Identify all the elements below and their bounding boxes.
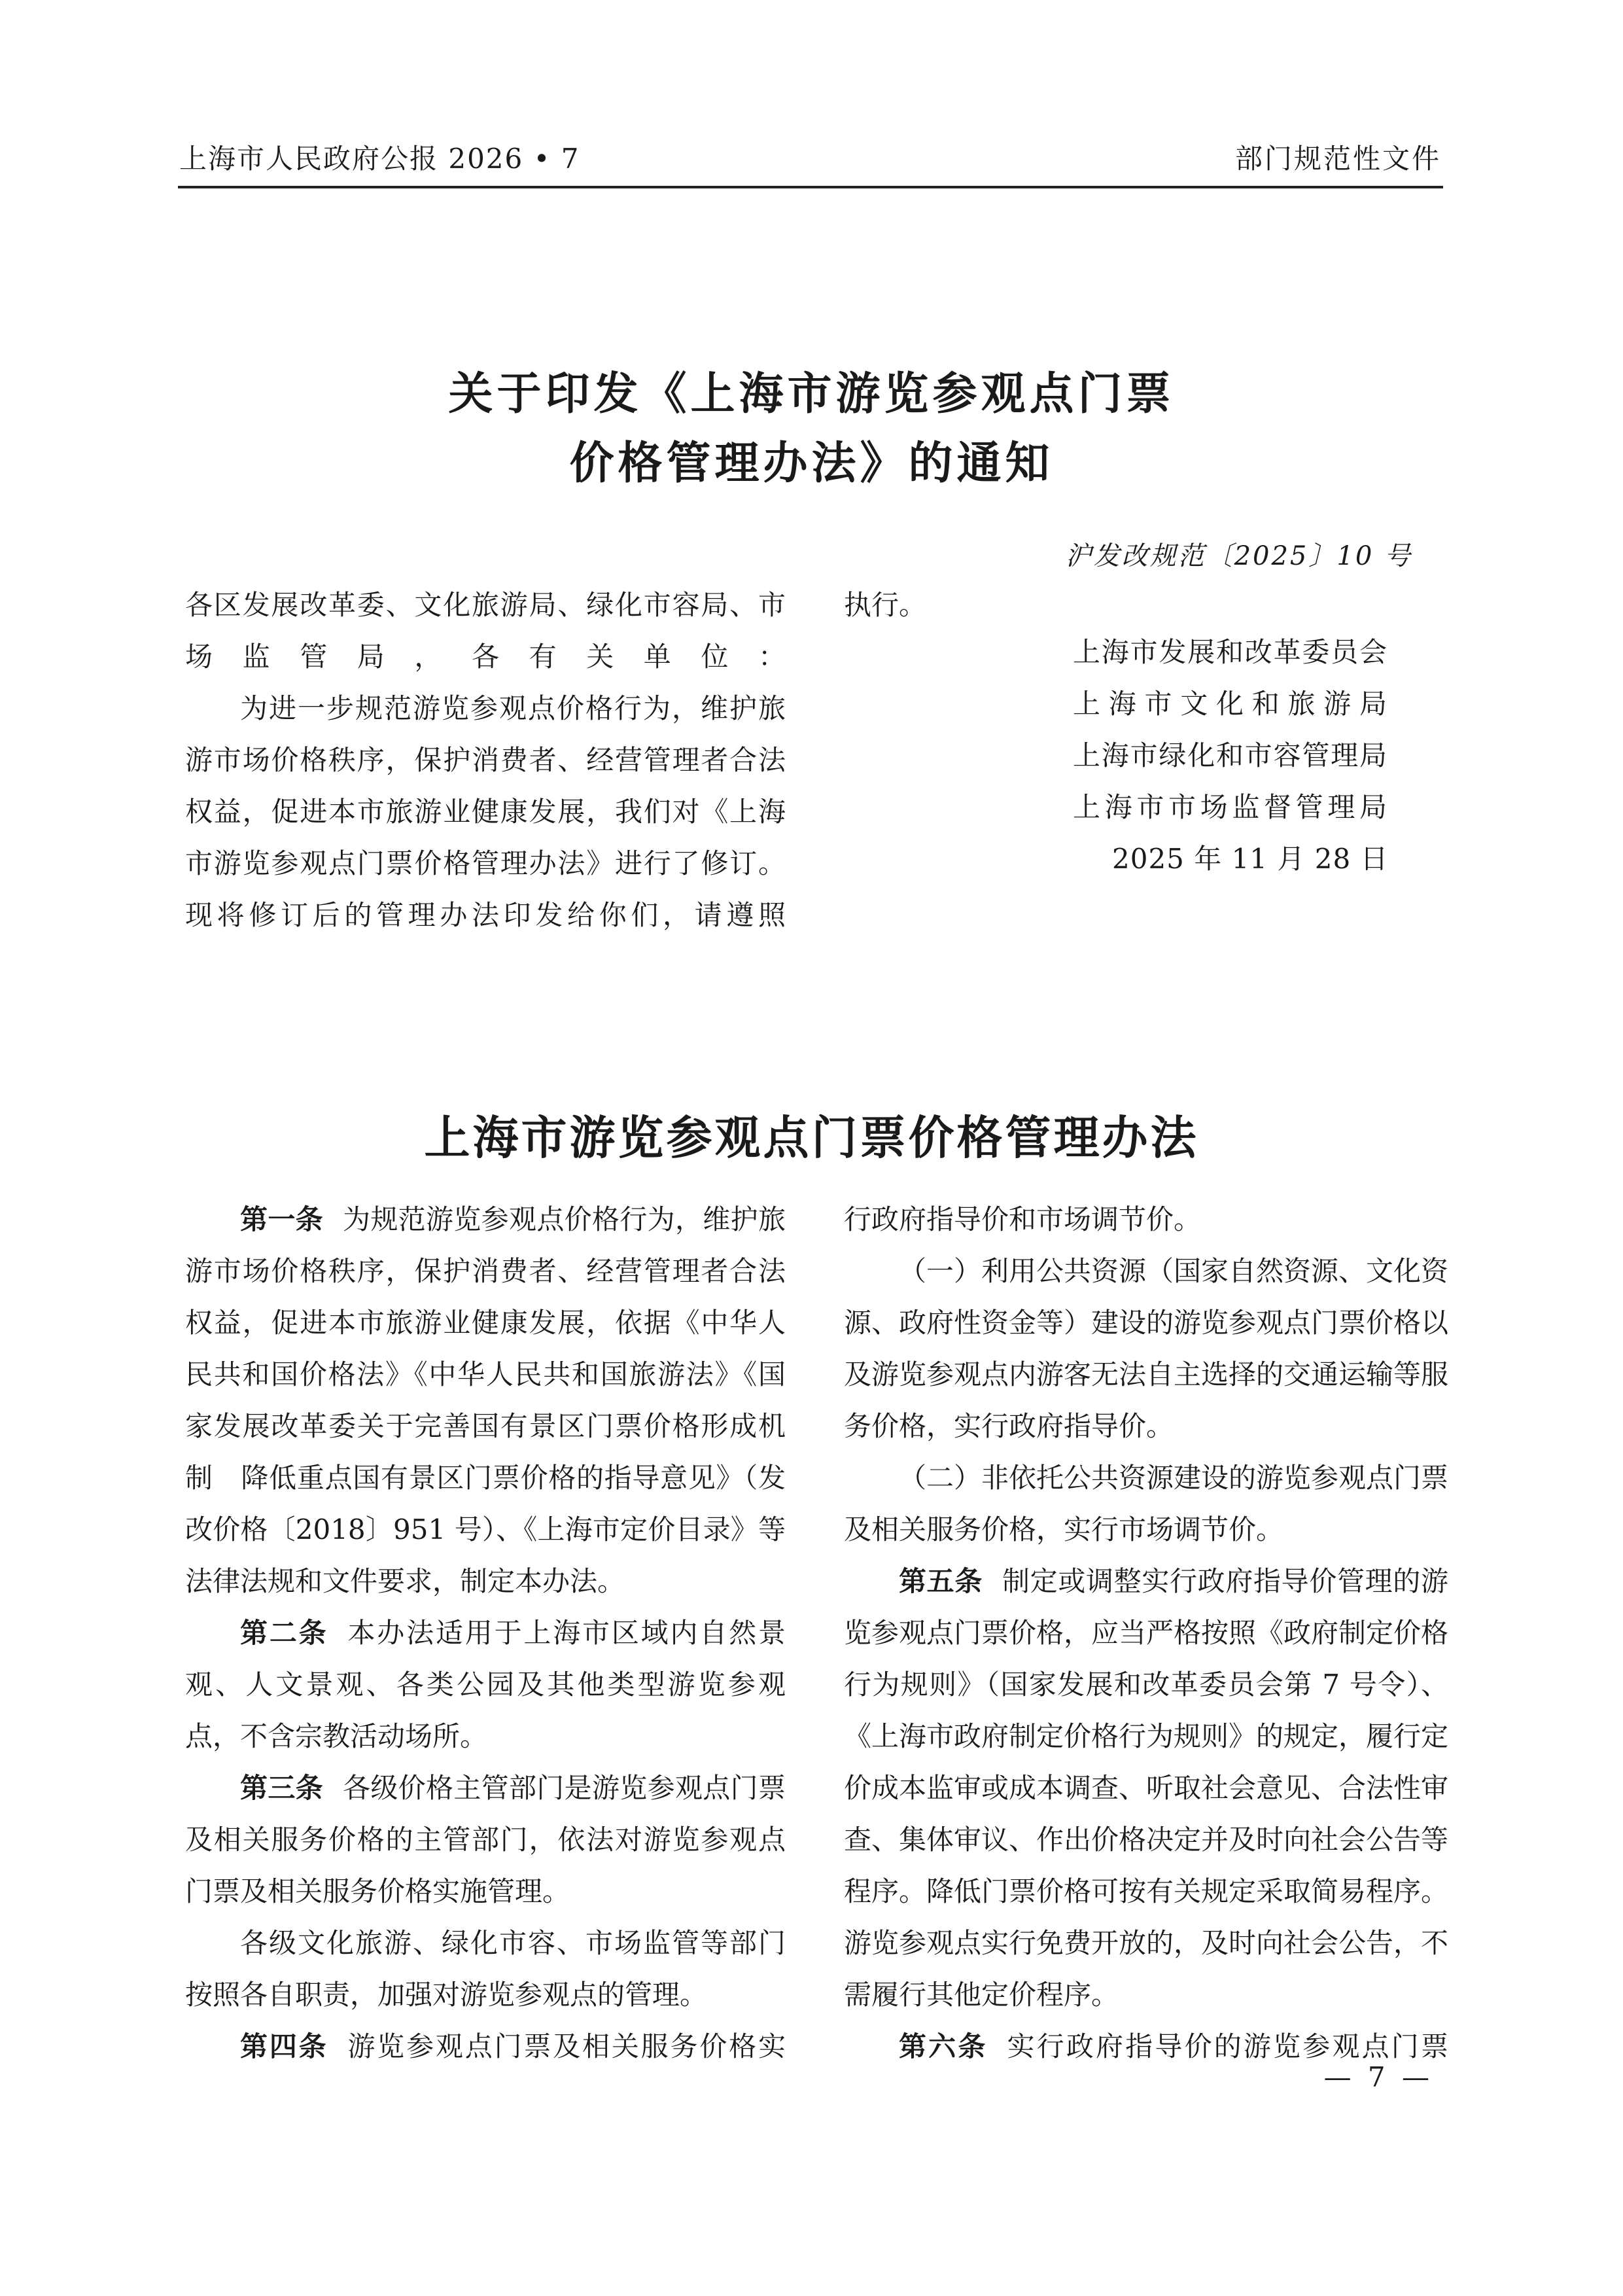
article-text: 各级价格主管部门是游览参观点门票及相关服务价格的主管部门，依法对游览参观点门票及相关服务价格实施管理。 — [185, 1772, 786, 1907]
regulation-paragraph — [844, 1452, 1448, 1555]
article-label: 第三条 — [240, 1772, 323, 1804]
notice-body: 为进一步规范游览参观点价格行为，维护旅游市场价格秩序，保护消费者、经营管理者合法权益，促进本市旅游业健康发展，我们对《上海市游览参观点门票价格管理办法》进行了修订。现将修订后的管理办法印发给你们，请遵照 — [185, 692, 786, 931]
article-text: 行政府指导价和市场调节价。 — [844, 1203, 1202, 1235]
signatory: 上海市市场监督管理局 — [1073, 791, 1387, 823]
article-paragraph — [844, 1555, 1448, 2021]
notice-date: 2025 年 11 月 28 日 — [1112, 843, 1389, 875]
article-text: 制定或调整实行政府指导价管理的游览参观点门票价格，应当严格按照《政府制定价格行为规则》（国家发展和改革委员会第 7 号令）、《上海市政府制定价格行为规则》的规定，履行定价成本监审或成本调查、听取社会意见、合法性审查、集体审议、作出价格决定并及时向社会公告等程序。降低门票价格可按有关规定采取简易程序。游览参观点实行免费开放的，及时向社会公告，不需履行其他定价程序。 — [844, 1565, 1449, 2011]
article-text: 游览参观点门票及相关服务价格实 — [347, 2030, 786, 2062]
page-number: — 7 — — [1323, 2061, 1433, 2093]
regulation-paragraph — [844, 1245, 1448, 1452]
notice-addressee: 各区发展改革委、文化旅游局、绿化市容局、市场监管局，各有关单位： — [185, 589, 786, 673]
running-header-journal: 上海市人民政府公报 2026 • 7 — [179, 143, 580, 175]
notice-right-column — [844, 579, 1448, 875]
article-text: 为规范游览参观点价格行为，维护旅游市场价格秩序，保护消费者、经营管理者合法权益，促进本市旅游业健康发展，依据《中华人民共和国价格法》《中华人民共和国旅游法》《国家发展改革委关于完善国有景区门票价格形成机制 降低重点国有景区门票价格的指导意见》（发改价格〔2018〕951 号）、《上海市定价目录》等法律法规和文件要求，制定本办法。 — [185, 1203, 786, 1597]
notice-title-line-1: 关于印发《上海市游览参观点门票 — [448, 368, 1175, 420]
article-label: 第一条 — [240, 1203, 323, 1235]
article-paragraph — [185, 1762, 786, 1917]
document-number: 沪发改规范〔2025〕10 号 — [1065, 541, 1412, 571]
article-label: 第五条 — [899, 1565, 983, 1597]
signatory: 上海市文化和旅游局 — [1073, 688, 1387, 720]
notice-title-line-2: 价格管理办法》的通知 — [569, 438, 1054, 489]
signatory: 上海市发展和改革委员会 — [1073, 636, 1387, 668]
regulation-paragraph — [185, 1917, 786, 2021]
article-paragraph — [185, 1607, 786, 1762]
header-divider — [178, 186, 1443, 188]
regulation-title: 上海市游览参观点门票价格管理办法 — [424, 1111, 1199, 1165]
signatory: 上海市绿化和市容管理局 — [1073, 739, 1387, 771]
article-label: 第二条 — [240, 1617, 328, 1649]
article-paragraph — [185, 1193, 786, 1607]
article-text: 实行政府指导价的游览参观点门票 — [1007, 2030, 1448, 2062]
article-text: 各级文化旅游、绿化市容、市场监管等部门按照各自职责，加强对游览参观点的管理。 — [185, 1927, 786, 2011]
article-text: （二）非依托公共资源建设的游览参观点门票及相关服务价格，实行市场调节价。 — [844, 1462, 1449, 1545]
article-text: （一）利用公共资源（国家自然资源、文化资源、政府性资金等）建设的游览参观点门票价格以及游览参观点内游客无法自主选择的交通运输等服务价格，实行政府指导价。 — [844, 1255, 1449, 1442]
regulation-paragraph — [844, 1193, 1448, 1245]
regulation-left-column — [185, 1193, 786, 2072]
article-text: 本办法适用于上海市区域内自然景观、人文景观、各类公园及其他类型游览参观点，不含宗教活动场所。 — [185, 1617, 786, 1752]
notice-left-column — [185, 579, 786, 941]
notice-body-continued: 执行。 — [844, 589, 927, 621]
running-header-section: 部门规范性文件 — [1234, 143, 1441, 175]
article-paragraph — [185, 2021, 786, 2072]
article-label: 第四条 — [240, 2030, 328, 2062]
article-label: 第六条 — [899, 2030, 988, 2062]
regulation-right-column — [844, 1193, 1448, 2072]
